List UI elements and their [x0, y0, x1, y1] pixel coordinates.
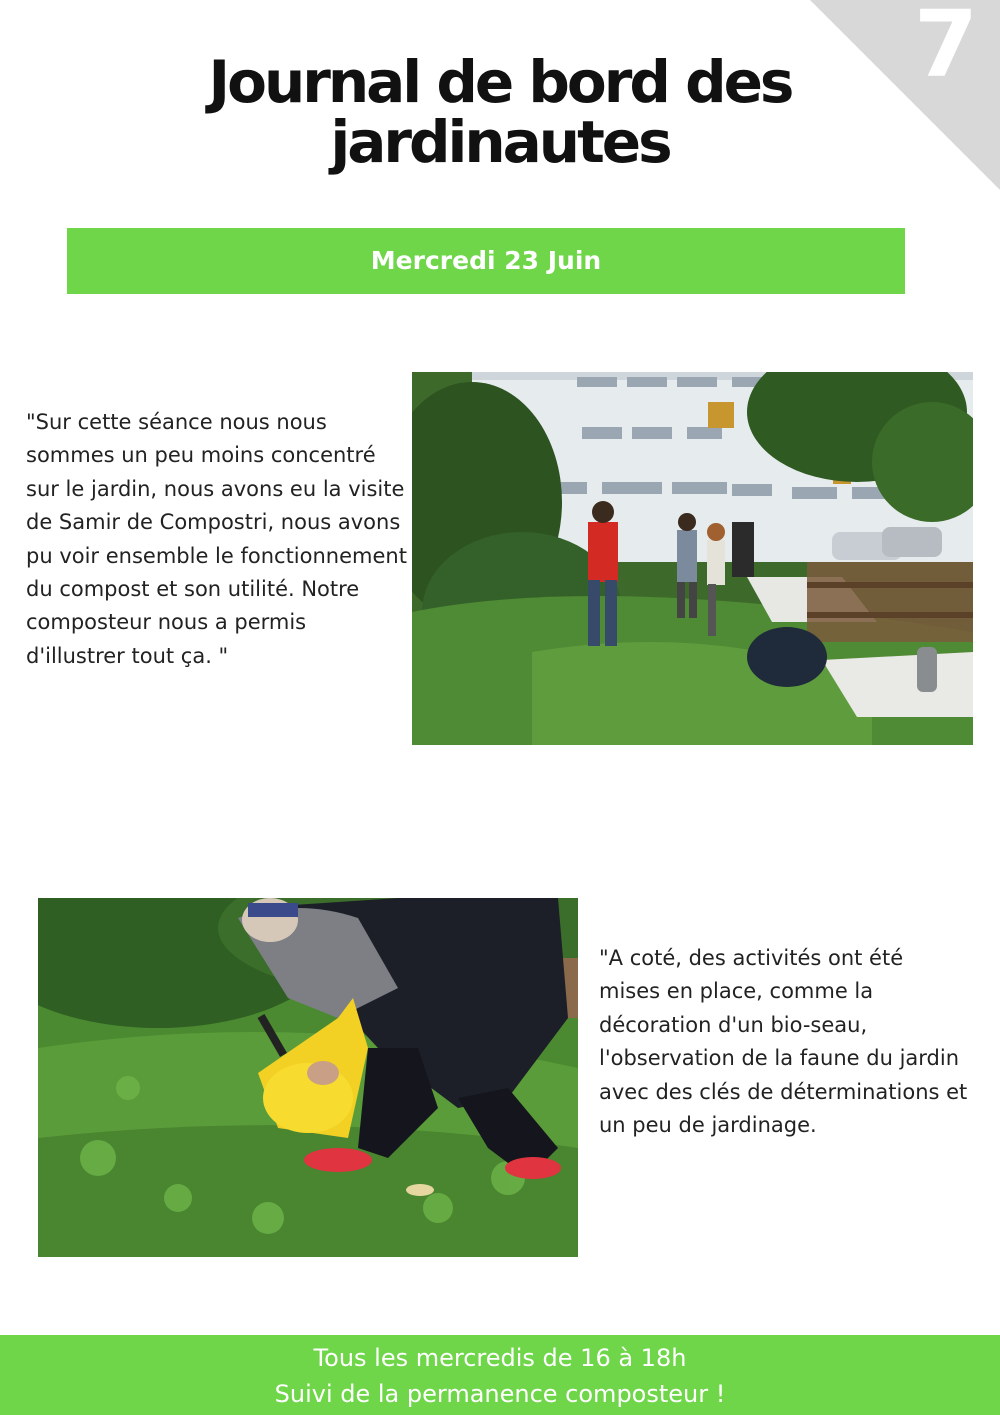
page-title: Journal de bord des jardinautes — [208, 48, 792, 176]
footer-followup: Suivi de la permanence composteur ! — [274, 1380, 726, 1408]
date-banner: Mercredi 23 Juin — [67, 228, 905, 294]
gardening-activity-photo — [38, 898, 578, 1257]
page-number: 7 — [913, 0, 978, 98]
footer-banner — [0, 1335, 1000, 1415]
session-paragraph-2: "A coté, des activités ont été mises en place, comme la décoration d'un bio-seau, l'observation de la faune du jardin avec des clés de déterminations et un peu de jardinage. — [599, 946, 968, 1138]
garden-group-photo — [412, 372, 973, 745]
session-paragraph-1: "Sur cette séance nous nous sommes un peu moins concentré sur le jardin, nous avons eu la visite de Samir de Compostri, nous avons pu voir ensemble le fonctionnement du compost et son utilité. Notre composteur nous a permis d'illustrer tout ça. " — [26, 410, 407, 668]
footer-schedule: Tous les mercredis de 16 à 18h — [313, 1344, 687, 1372]
